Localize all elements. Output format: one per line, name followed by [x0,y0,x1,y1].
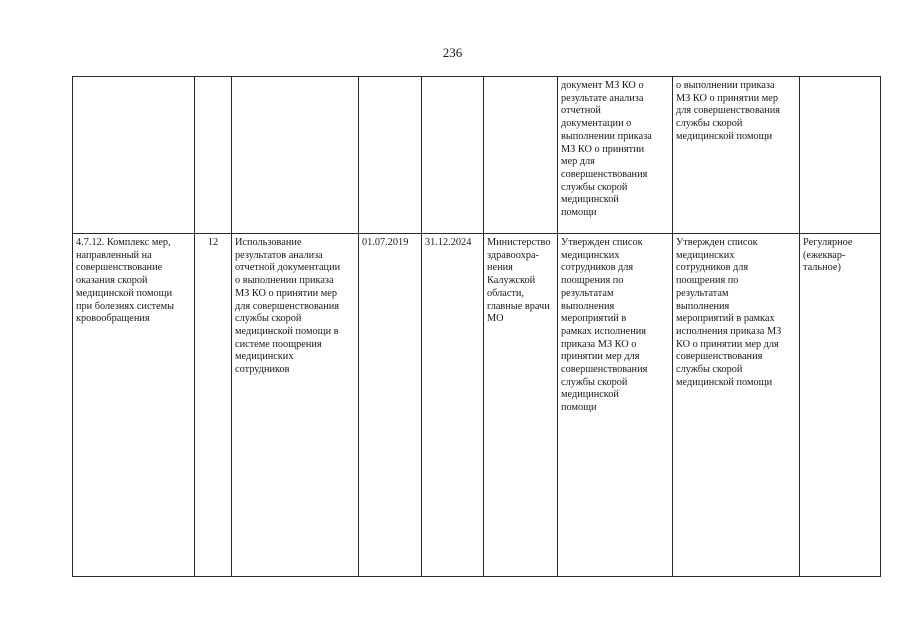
cell-responsible: Министерство здравоохра- нения Калужской области, главные врачи МО [484,234,558,577]
cell-result: Утвержден список медицинских сотрудников для поощрения по результатам выполнения мероприятий в рамках исполнения приказа МЗ КО о принятии мер для совершенствования службы скорой медицинской помощи [558,234,673,577]
cell-start-date: 01.07.2019 [359,234,422,577]
cell-frequency: Регулярное (ежеквар- тальное) [800,234,881,577]
cell-end-date [422,77,484,234]
cell-end-date: 31.12.2024 [422,234,484,577]
table-row-continued [73,77,881,234]
cell-item [73,77,195,234]
cell-responsible [484,77,558,234]
cell-indicator: о выполнении приказа МЗ КО о принятии мер для совершенствования службы скорой медицинской помощи [673,77,800,234]
cell-indicator: Утвержден список медицинских сотрудников для поощрения по результатам выполнения мероприятий в рамках исполнения приказа МЗ КО о принятии мер для совершенствования службы скорой медицинской помощи [673,234,800,577]
cell-number [195,77,232,234]
cell-start-date [359,77,422,234]
cell-number: 12 [195,234,232,577]
measures-table [72,76,881,577]
cell-frequency [800,77,881,234]
cell-result: документ МЗ КО о результате анализа отчетной документации о выполнении приказа МЗ КО о принятии мер для совершенствования службы скорой медицинской помощи [558,77,673,234]
cell-measure: Использование результатов анализа отчетной документации о выполнении приказа МЗ КО о принятии мер для совершенствования службы скорой медицинской помощи в системе поощрения медицинских сотрудников [232,234,359,577]
table-row-4-7-12 [73,234,881,577]
cell-measure [232,77,359,234]
cell-item: 4.7.12. Комплекс мер, направленный на совершенствование оказания скорой медицинской помощи при болезнях системы кровообращения [73,234,195,577]
page-number: 236 [442,45,463,60]
